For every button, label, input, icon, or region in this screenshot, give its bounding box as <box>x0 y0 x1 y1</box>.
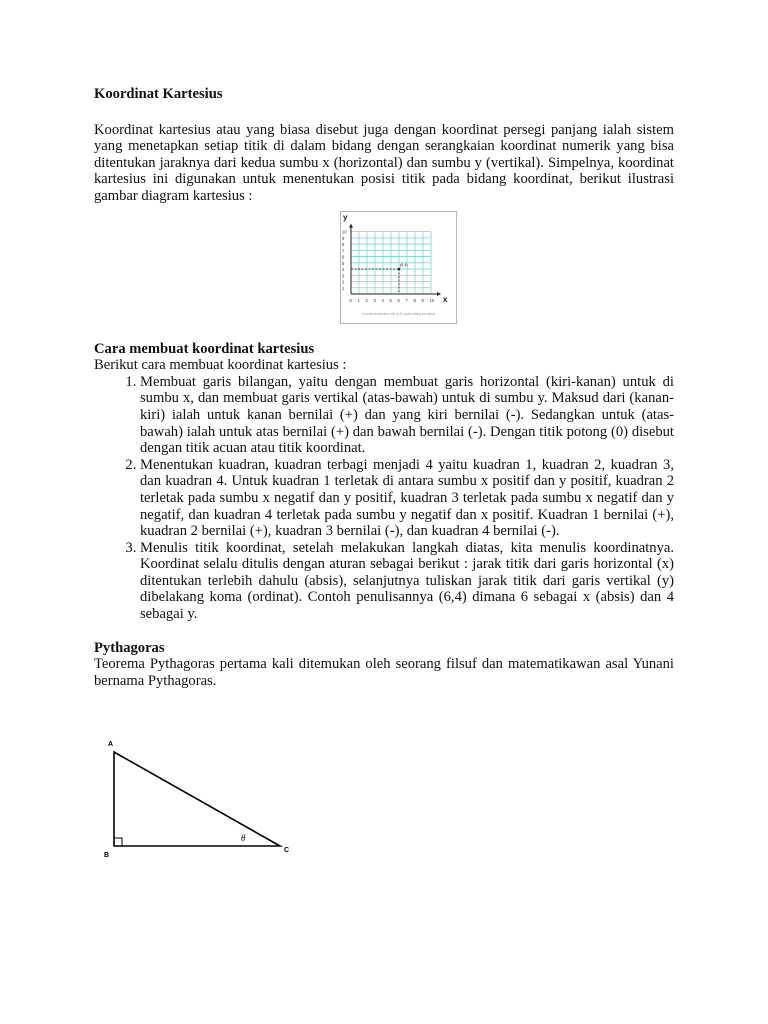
list-item: 2. Menentukan kuadran, kuadran terbagi menjadi 4 yaitu kuadran 1, kuadran 2, kuadran 3, dan kuadran 4. Untuk kuadran 1 terletak di antara sumbu x positif dan y positif, kuadran 2 terletak pada sumbu x negatif dan y positif, kuadran 3 terletak pada sumbu x negatif dan y negatif, dan kuadran 4 terletak pada sumbu y negatif dan x positif. Kuadran 1 bernilai (+), kuadran 2 bernilai (+), kuadran 3 bernilai (-), dan kuadran 4 bernilai (-). <box>140 457 674 540</box>
right-triangle-svg <box>100 737 300 862</box>
data-point-label: (6,4) <box>400 262 408 267</box>
list-item: 3. Menulis titik koordinat, setelah melakukan langkah diatas, kita menulis koordinatnya. Koordinat selalu ditulis dengan aturan sebagai berikut : jarak titik dari garis horizontal (x) ditentukan terlebih dahulu (absis), selanjutnya tuliskan jarak titik dari garis vertikal (y) dibelakang koma (ordinat). Contoh penulisannya (6,4) dimana 6 sebagai x (absis) dan 4 sebagai y. <box>140 540 674 623</box>
x-tick-label: 3 <box>373 297 376 303</box>
paragraph-koordinat: Koordinat kartesius atau yang biasa disebut juga dengan koordinat persegi panjang ialah sistem yang menetapkan setiap titik di dalam bidang dengan serangkaian koordinat numerik yang bisa ditentukan jaraknya dari kedua sumbu x (horizontal) dan sumbu y (vertikal). Simpelnya, koordinat kartesius ini digunakan untuk menentukan posisi titik pada bidang koordinat, berikut ilustrasi gambar diagram kartesius : <box>94 121 674 204</box>
steps-list <box>94 374 674 623</box>
intro-cara: Berikut cara membuat koordinat kartesius : <box>94 357 347 374</box>
vertex-label-c: C <box>284 847 290 854</box>
x-tick-label: 0 <box>349 297 352 303</box>
x-tick-label: 10 <box>429 297 435 303</box>
section-title-cara: Cara membuat koordinat kartesius <box>94 340 315 357</box>
x-tick-label: 5 <box>389 297 392 303</box>
angle-theta-label: θ <box>241 833 246 843</box>
diagram-frame <box>341 211 457 323</box>
y-tick-label: 4 <box>342 266 345 272</box>
diagram-caption: Koordinat kartesius titik (6,4) pada bidang koordinat <box>362 311 435 316</box>
y-tick-label: 2 <box>342 279 345 285</box>
x-tick-label: 6 <box>397 297 400 303</box>
x-tick-label: 2 <box>365 297 368 303</box>
section-title-pythagoras: Pythagoras <box>94 639 165 656</box>
y-tick-label: 7 <box>342 247 345 253</box>
section-title-koordinat: Koordinat Kartesius <box>94 86 223 102</box>
y-tick-label: 6 <box>342 254 345 260</box>
paragraph-pythagoras: Teorema Pythagoras pertama kali ditemukan oleh seorang filsuf dan matematikawan asal Yunani bernama Pythagoras. <box>94 656 674 689</box>
document-page <box>94 86 674 689</box>
y-tick-label: 3 <box>342 272 345 278</box>
vertex-label-a: A <box>108 741 114 748</box>
y-tick-label: 10 <box>342 229 347 235</box>
y-tick-label: 8 <box>342 241 345 247</box>
cartesian-diagram-svg <box>340 211 457 324</box>
y-tick-label: 9 <box>342 235 345 241</box>
right-angle-marker <box>114 838 122 846</box>
y-tick-label: 1 <box>342 285 345 291</box>
data-point <box>398 267 401 270</box>
y-tick-label: 5 <box>342 260 345 266</box>
x-axis-label: x <box>443 294 448 304</box>
x-tick-label: 7 <box>405 297 408 303</box>
x-tick-label: 1 <box>357 297 360 303</box>
y-axis-label: y <box>343 212 348 222</box>
x-tick-label: 9 <box>421 297 424 303</box>
list-item: 1. Membuat garis bilangan, yaitu dengan membuat garis horizontal (kiri-kanan) untuk di sumbu x, dan membuat garis vertikal (atas-bawah) untuk di sumbu y. Maksud dari (kanan-kiri) ialah untuk kanan bernilai (+) dan yang kiri bernilai (-). Sedangkan untuk (atas-bawah) ialah untuk atas bernilai (+) dan bawah bernilai (-). Dengan titik potong (0) disebut dengan titik acuan atau titik koordinat. <box>140 374 674 457</box>
vertex-label-b: B <box>104 852 110 859</box>
x-tick-label: 8 <box>413 297 416 303</box>
cartesian-diagram <box>340 211 457 324</box>
right-triangle-diagram <box>100 737 300 862</box>
x-tick-label: 4 <box>381 297 384 303</box>
triangle-shape <box>114 752 280 846</box>
